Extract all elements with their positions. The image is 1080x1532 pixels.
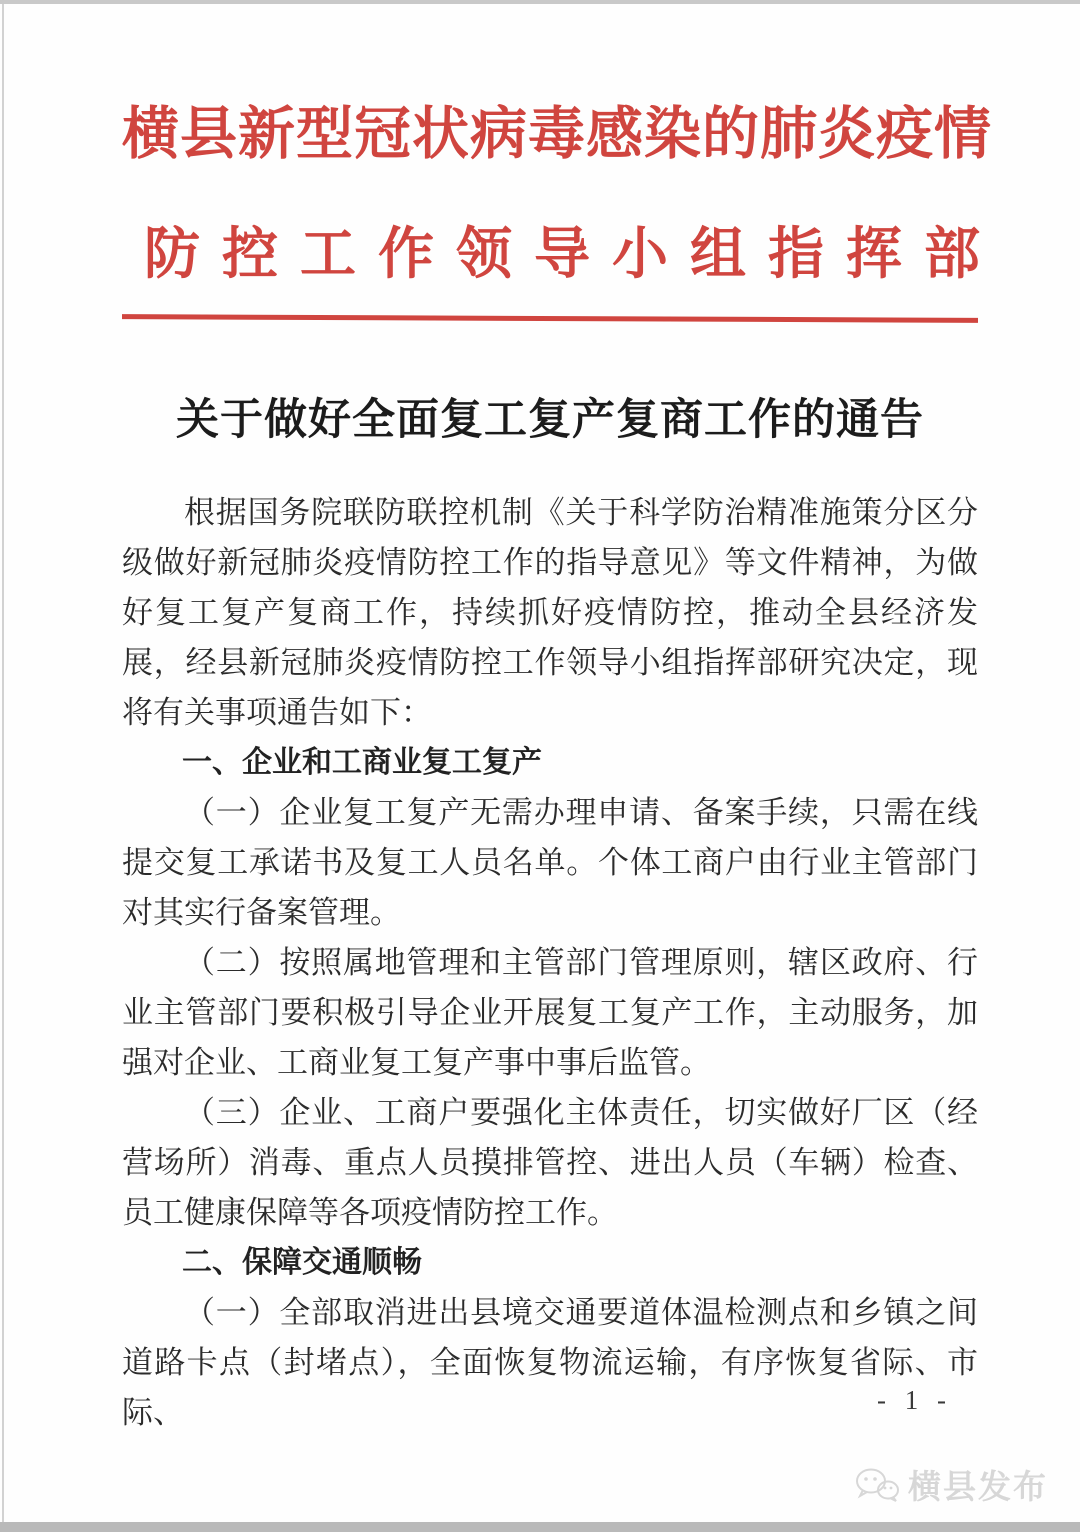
document-body bbox=[122, 488, 978, 1438]
letterhead bbox=[122, 96, 1002, 290]
paragraph-2-1: （一）全部取消进出县境交通要道体温检测点和乡镇之间道路卡点（封堵点），全面恢复物流运输，有序恢复省际、市际、 bbox=[122, 1295, 978, 1430]
section-heading-2: 二、保障交通顺畅 bbox=[182, 1246, 422, 1279]
scan-edge-left bbox=[2, 4, 4, 1522]
scan-edge-top bbox=[0, 0, 1080, 4]
letterhead-line1: 横县新型冠状病毒感染的肺炎疫情 bbox=[122, 103, 992, 166]
paragraph-1-1: （一）企业复工复产无需办理申请、备案手续，只需在线提交复工承诺书及复工人员名单。个体工商户由行业主管部门对其实行备案管理。 bbox=[122, 795, 978, 930]
watermark-label: 横县发布 bbox=[908, 1468, 1048, 1505]
document-title: 关于做好全面复工复产复商工作的通告 bbox=[176, 397, 924, 444]
paragraph-1-2: （二）按照属地管理和主管部门管理原则，辖区政府、行业主管部门要积极引导企业开展复工复产工作，主动服务，加强对企业、工商业复工复产事中事后监管。 bbox=[122, 945, 978, 1080]
section-heading-1: 一、企业和工商业复工复产 bbox=[182, 746, 542, 779]
source-watermark bbox=[854, 1461, 1048, 1508]
paragraph-intro: 根据国务院联防联控机制《关于科学防治精准施策分区分级做好新冠肺炎疫情防控工作的指导意见》等文件精神，为做好复工复产复商工作，持续抓好疫情防控，推动全县经济发展，经县新冠肺炎疫情防控工作领导小组指挥部研究决定，现将有关事项通告如下： bbox=[122, 495, 978, 730]
letterhead-divider bbox=[122, 314, 978, 323]
page-number: - 1 - bbox=[877, 1385, 952, 1415]
wechat-icon bbox=[854, 1467, 900, 1503]
scan-edge-bottom bbox=[0, 1522, 1080, 1532]
letterhead-line2: 防控工作领导小组指挥部 bbox=[144, 224, 1002, 286]
paragraph-1-3: （三）企业、工商户要强化主体责任，切实做好厂区（经营场所）消毒、重点人员摸排管控、进出人员（车辆）检查、员工健康保障等各项疫情防控工作。 bbox=[122, 1095, 978, 1230]
